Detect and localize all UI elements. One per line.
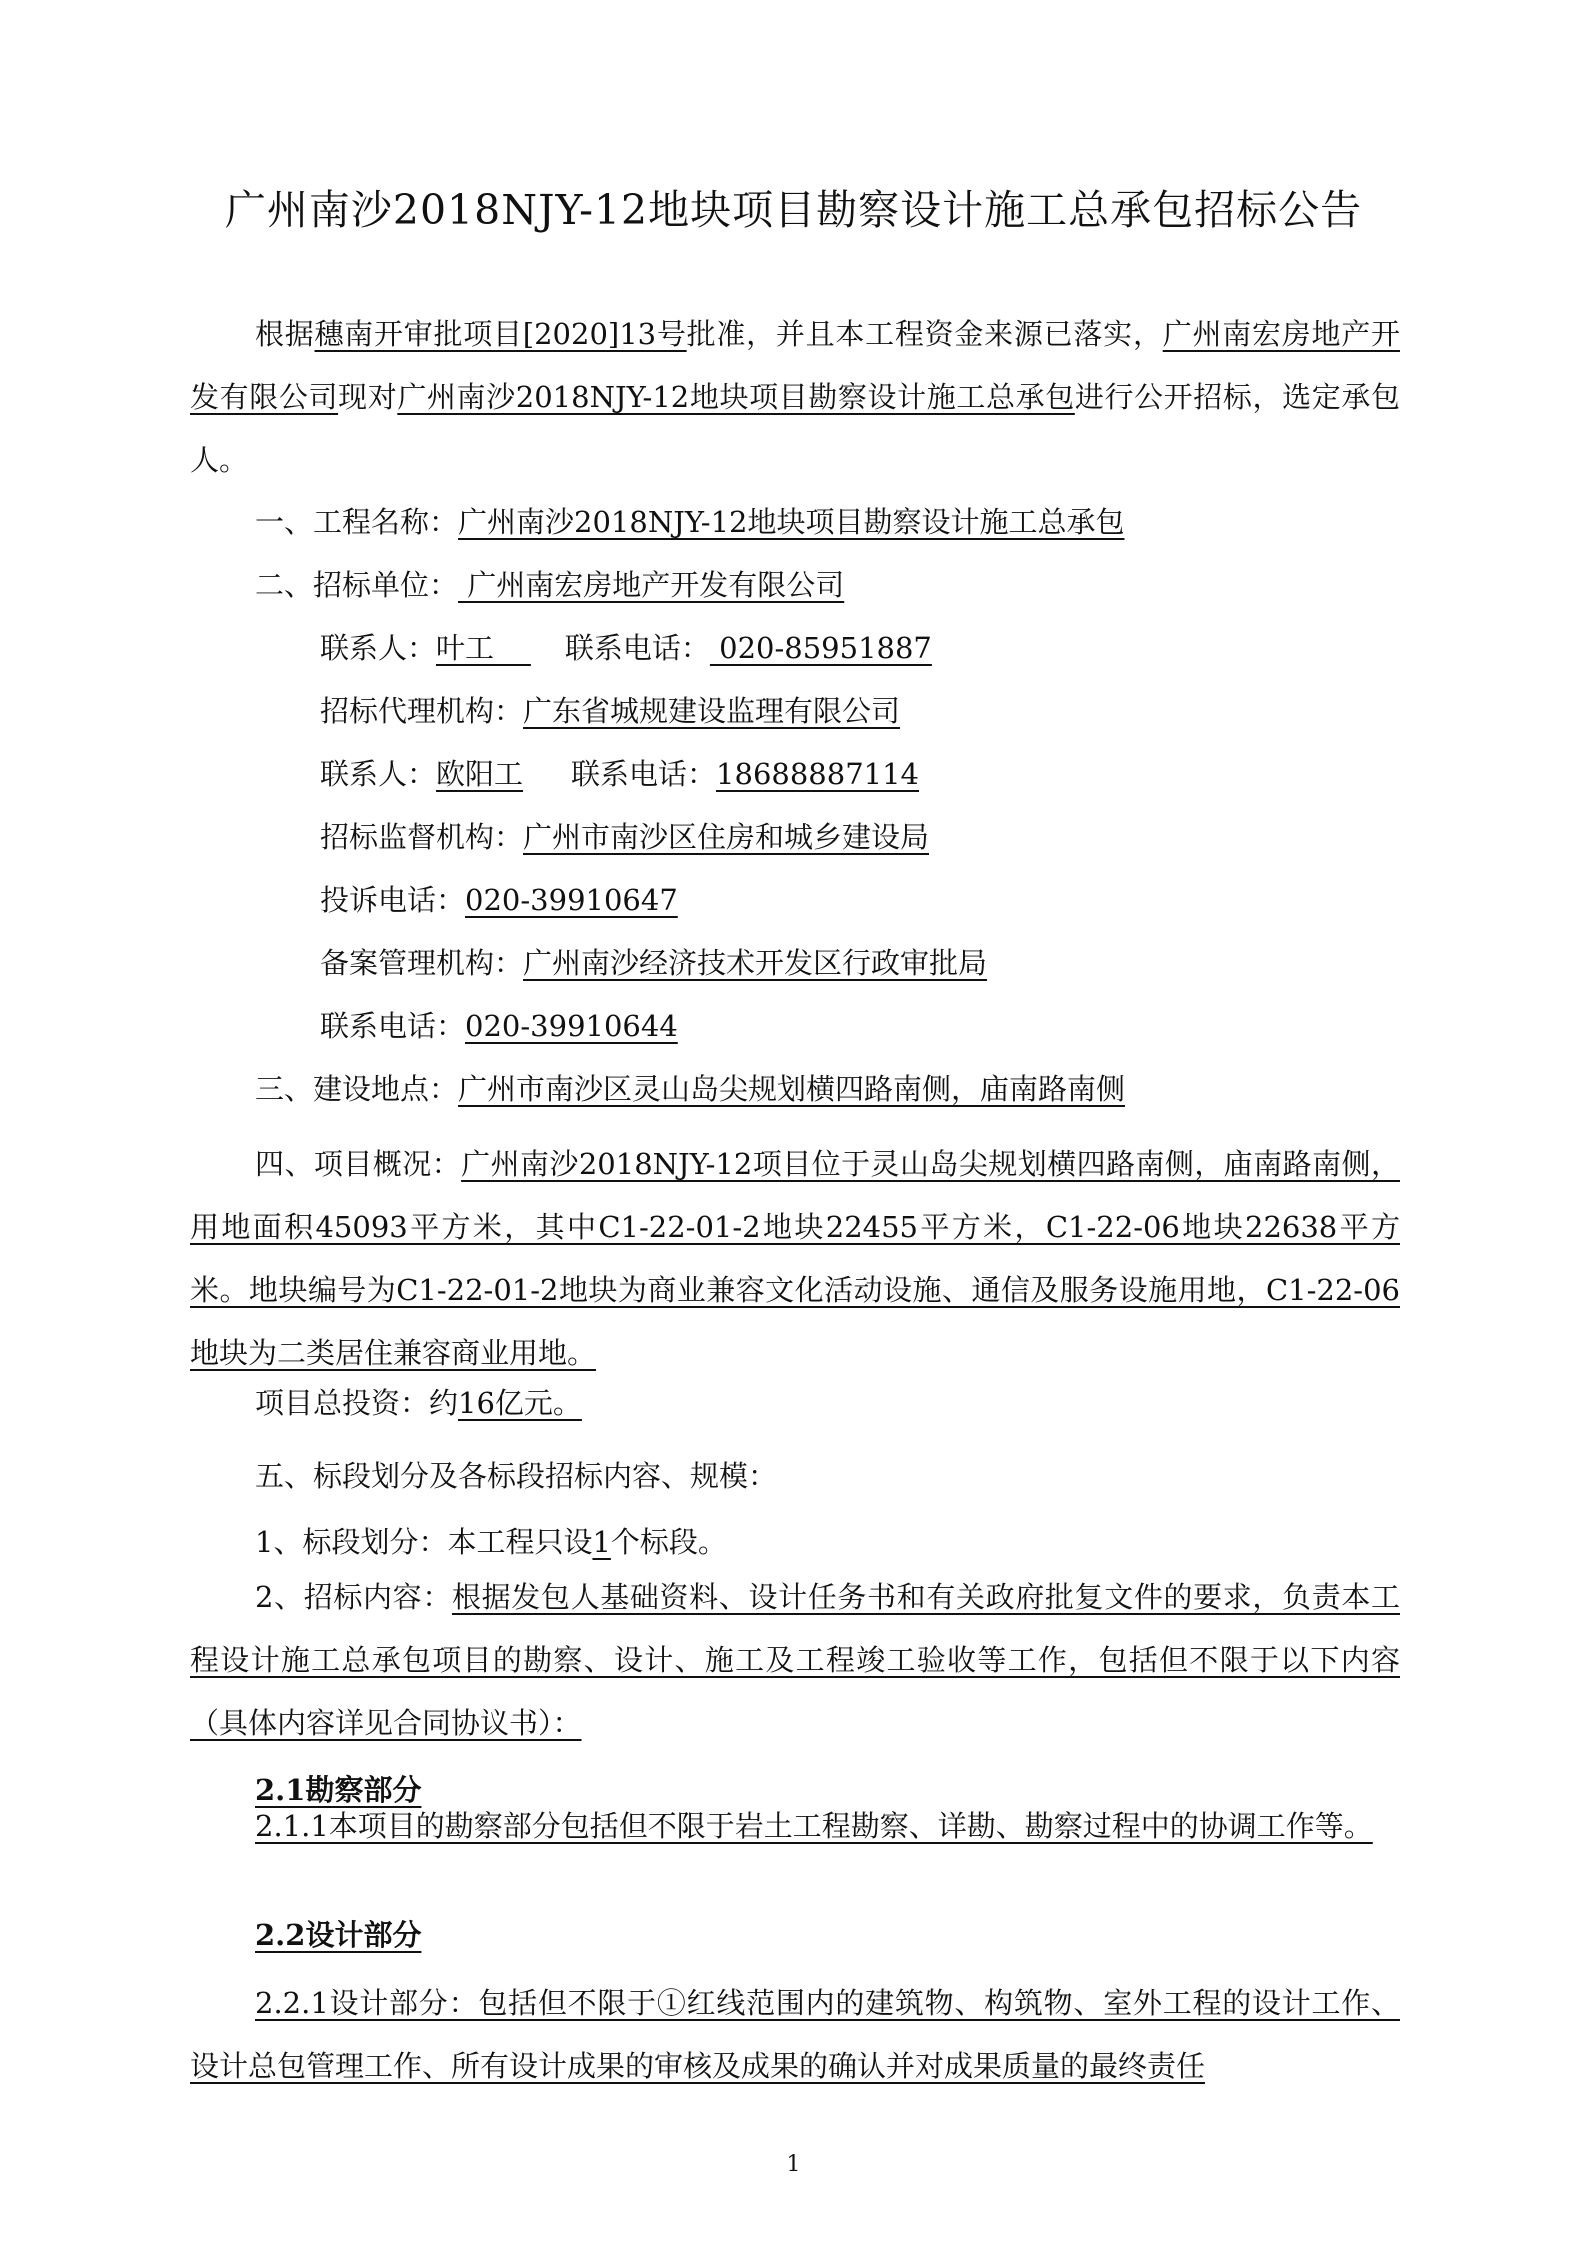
intro-text-1: 根据	[255, 317, 315, 351]
project-name-label: 一、工程名称：	[255, 505, 459, 539]
lot-count: 1	[592, 1525, 611, 1559]
filing-label: 备案管理机构：	[320, 946, 524, 980]
location-value: 广州市南沙区灵山岛尖规划横四路南侧，庙南路南侧	[458, 1072, 1126, 1106]
investment-label: 项目总投资：约	[255, 1386, 459, 1420]
survey-heading: 2.1勘察部分	[255, 1773, 422, 1807]
overview-paragraph	[190, 1133, 1400, 1385]
section-five-heading: 五、标段划分及各标段招标内容、规模：	[255, 1459, 778, 1493]
tender-content-label: 2、招标内容：	[255, 1580, 452, 1614]
location-line	[255, 1069, 1125, 1109]
intro-paragraph	[190, 303, 1400, 492]
filing-phone-line	[320, 1006, 678, 1046]
tenderer-line	[255, 565, 844, 605]
complaint-value: 020-39910647	[465, 883, 678, 917]
owner-name: 广州南宏房地产开发有限公司	[190, 317, 1400, 414]
supervisor-line	[320, 817, 929, 857]
design-paragraph: 2.2.1设计部分：包括但不限于①红线范围内的建筑物、构筑物、室外工程的设计工作、设计总包管理工作、所有设计成果的审核及成果的确认并对成果质量的最终责任	[190, 1986, 1400, 2083]
complaint-line	[320, 880, 678, 920]
contact-1-phone: 020-85951887	[709, 631, 932, 665]
contact-1-name: 叶工	[436, 631, 531, 665]
filing-line	[320, 943, 987, 983]
filing-phone-label: 联系电话：	[320, 1009, 466, 1043]
lot-division-line	[255, 1522, 727, 1562]
agency-value: 广东省城规建设监理有限公司	[523, 694, 901, 728]
supervisor-label: 招标监督机构：	[320, 820, 524, 854]
contact-2-label: 联系人：	[320, 757, 437, 791]
contact-1-label: 联系人：	[320, 631, 437, 665]
project-name: 广州南沙2018NJY-12地块项目勘察设计施工总承包	[397, 380, 1075, 414]
location-label: 三、建设地点：	[255, 1072, 459, 1106]
overview-value: 广州南沙2018NJY-12项目位于灵山岛尖规划横四路南侧，庙南路南侧，用地面积45093平方米，其中C1-22-01-2地块22455平方米，C1-22-06地块22638平方米。地块编号为C1-22-01-2地块为商业兼容文化活动设施、通信及服务设施用地，C1-22-06地块为二类居住兼容商业用地。	[190, 1147, 1400, 1370]
survey-paragraph: 2.1.1本项目的勘察部分包括但不限于岩土工程勘察、详勘、勘察过程中的协调工作等。	[255, 1809, 1373, 1843]
lot-division-text-2: 个标段。	[610, 1525, 727, 1559]
overview-label: 四、项目概况：	[255, 1147, 462, 1181]
contact-1-phone-label: 联系电话：	[564, 631, 710, 665]
investment-line	[255, 1383, 582, 1423]
design-heading: 2.2设计部分	[255, 1918, 422, 1952]
intro-text-3: 现对	[338, 380, 398, 414]
supervisor-value: 广州市南沙区住房和城乡建设局	[523, 820, 930, 854]
approval-number: 穗南开审批项目[2020]13号	[314, 317, 687, 351]
intro-text-2: 批准，并且本工程资金来源已落实，	[686, 317, 1163, 351]
contact-2-phone-label: 联系电话：	[571, 757, 717, 791]
lot-division-text-1: 1、标段划分：本工程只设	[255, 1525, 593, 1559]
tenderer-label: 二、招标单位：	[255, 568, 459, 602]
page-title: 广州南沙2018NJY-12地块项目勘察设计施工总承包招标公告	[224, 186, 1363, 234]
complaint-label: 投诉电话：	[320, 883, 466, 917]
tender-content-value: 根据发包人基础资料、设计任务书和有关政府批复文件的要求，负责本工程设计施工总承包项目的勘察、设计、施工及工程竣工验收等工作，包括但不限于以下内容（具体内容详见合同协议书）：	[190, 1580, 1400, 1740]
agency-label: 招标代理机构：	[320, 694, 524, 728]
filing-phone-value: 020-39910644	[465, 1009, 678, 1043]
contact-2-phone: 18688887114	[716, 757, 920, 791]
investment-value: 16亿元。	[458, 1386, 582, 1420]
project-name-line	[255, 502, 1124, 542]
tender-content-paragraph	[190, 1566, 1400, 1755]
project-name-value: 广州南沙2018NJY-12地块项目勘察设计施工总承包	[458, 505, 1125, 539]
intro-text-4: 进行公开招标，选定承包人。	[190, 380, 1400, 477]
contact-line-2	[320, 754, 919, 794]
agency-line	[320, 691, 900, 731]
contact-2-name: 欧阳工	[436, 757, 524, 791]
filing-value: 广州南沙经济技术开发区行政审批局	[523, 946, 988, 980]
tenderer-value: 广州南宏房地产开发有限公司	[458, 568, 845, 602]
contact-line-1	[320, 628, 932, 668]
page-number: 1	[786, 2152, 801, 2177]
